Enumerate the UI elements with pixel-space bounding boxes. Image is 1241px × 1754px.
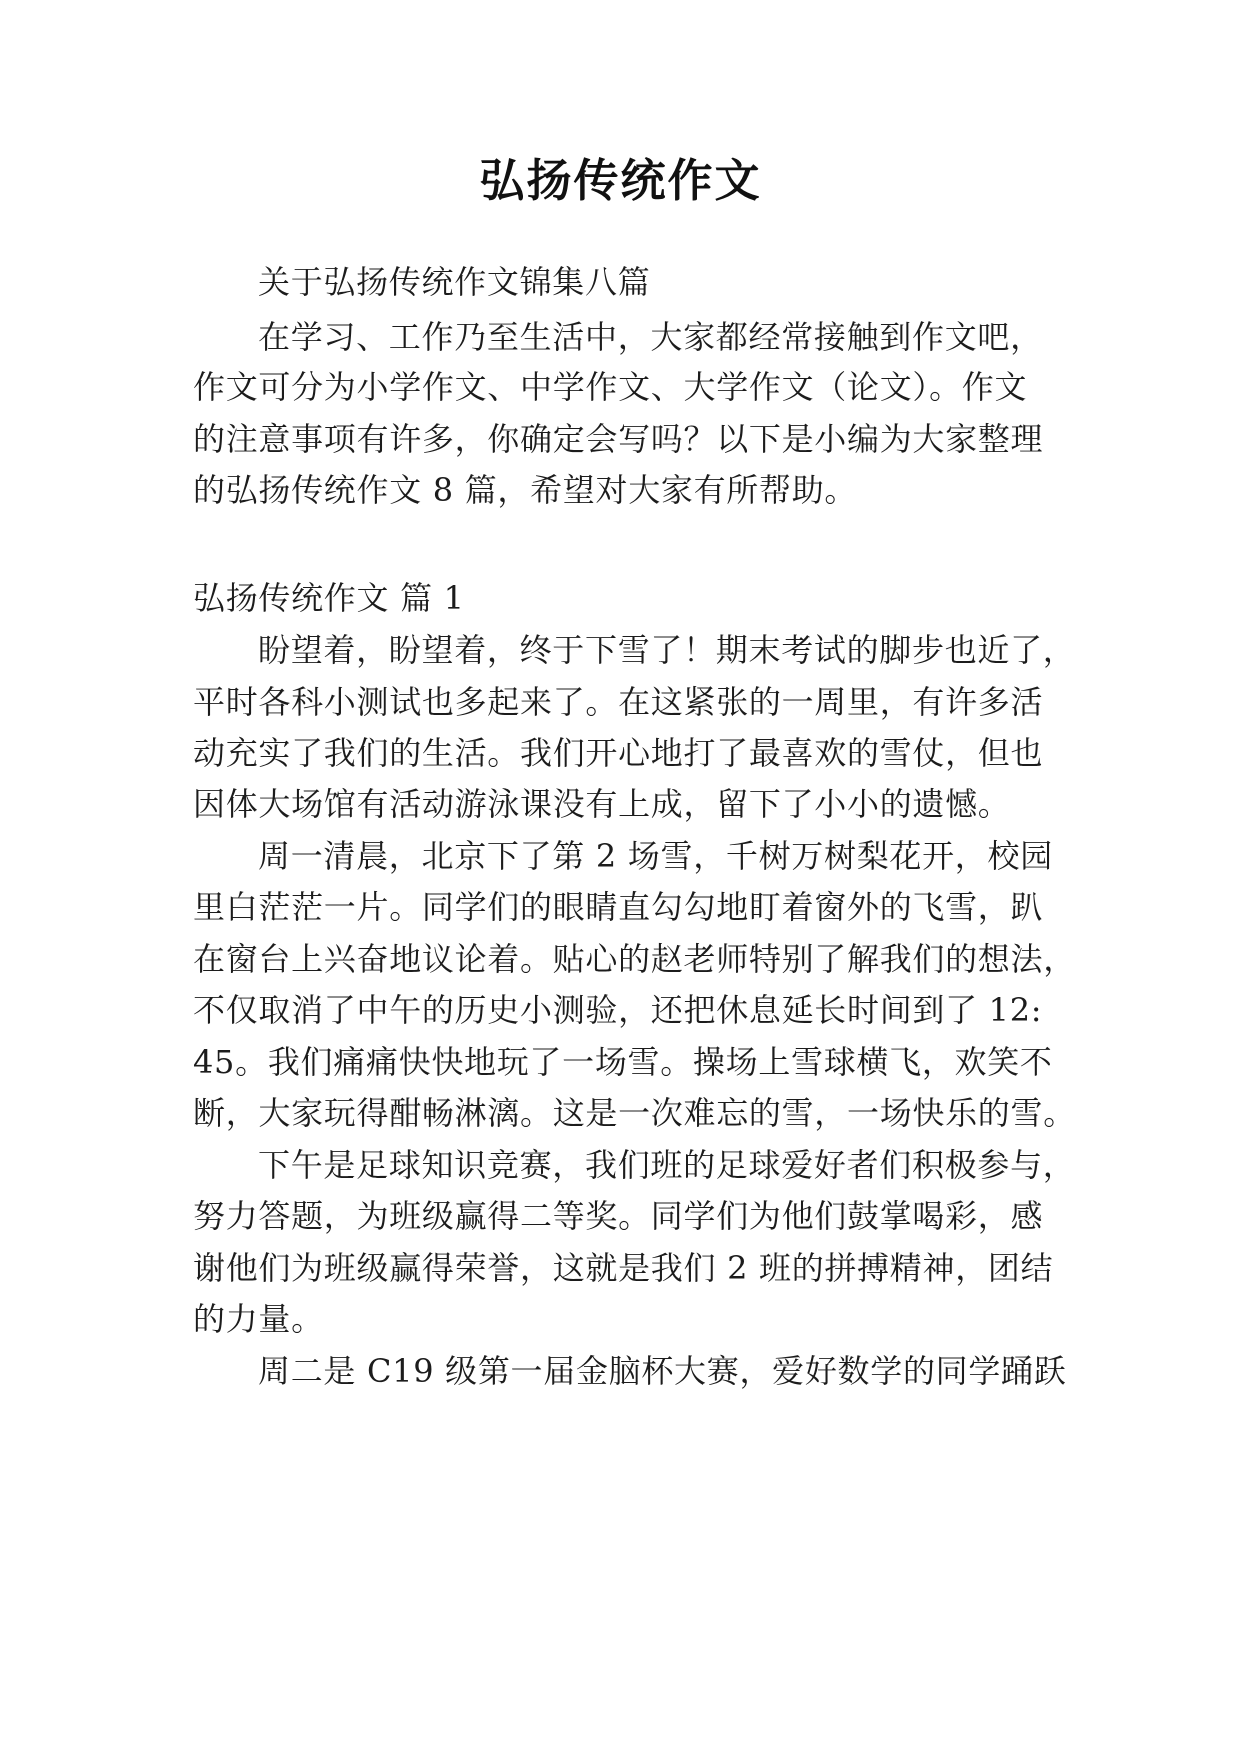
body-line: 在窗台上兴奋地议论着。贴心的赵老师特别了解我们的想法， xyxy=(193,940,1076,978)
body-line: 周二是 C19 级第一届金脑杯大赛，爱好数学的同学踊跃 xyxy=(258,1352,1067,1390)
document-title: 弘扬传统作文 xyxy=(479,154,762,207)
document-subtitle: 关于弘扬传统作文锦集八篇 xyxy=(258,263,651,301)
body-line: 的力量。 xyxy=(193,1300,324,1338)
body-line: 里白茫茫一片。同学们的眼睛直勾勾地盯着窗外的飞雪，趴 xyxy=(193,888,1044,926)
body-line: 45。我们痛痛快快地玩了一场雪。操场上雪球横飞，欢笑不 xyxy=(193,1043,1053,1081)
body-line: 不仅取消了中午的历史小测验，还把休息延长时间到了 12: xyxy=(193,991,1043,1029)
intro-line: 的注意事项有许多，你确定会写吗？以下是小编为大家整理 xyxy=(193,420,1044,458)
body-line: 谢他们为班级赢得荣誉，这就是我们 2 班的拼搏精神，团结 xyxy=(193,1249,1054,1287)
body-line: 断，大家玩得酣畅淋漓。这是一次难忘的雪，一场快乐的雪。 xyxy=(193,1094,1076,1132)
body-line: 平时各科小测试也多起来了。在这紧张的一周里，有许多活 xyxy=(193,683,1044,721)
body-line: 盼望着，盼望着，终于下雪了！期末考试的脚步也近了， xyxy=(258,631,1076,669)
intro-line: 在学习、工作乃至生活中，大家都经常接触到作文吧， xyxy=(258,318,1043,356)
intro-line: 作文可分为小学作文、中学作文、大学作文（论文）。作文 xyxy=(193,368,1028,406)
body-line: 因体大场馆有活动游泳课没有上成，留下了小小的遗憾。 xyxy=(193,785,1011,823)
body-line: 动充实了我们的生活。我们开心地打了最喜欢的雪仗，但也 xyxy=(193,734,1044,772)
body-line: 周一清晨，北京下了第 2 场雪，千树万树梨花开，校园 xyxy=(258,837,1053,875)
body-line: 下午是足球知识竞赛，我们班的足球爱好者们积极参与， xyxy=(258,1146,1076,1184)
section-heading: 弘扬传统作文 篇 1 xyxy=(193,579,465,617)
intro-line: 的弘扬传统作文 8 篇，希望对大家有所帮助。 xyxy=(193,471,858,509)
body-line: 努力答题，为班级赢得二等奖。同学们为他们鼓掌喝彩，感 xyxy=(193,1197,1044,1235)
